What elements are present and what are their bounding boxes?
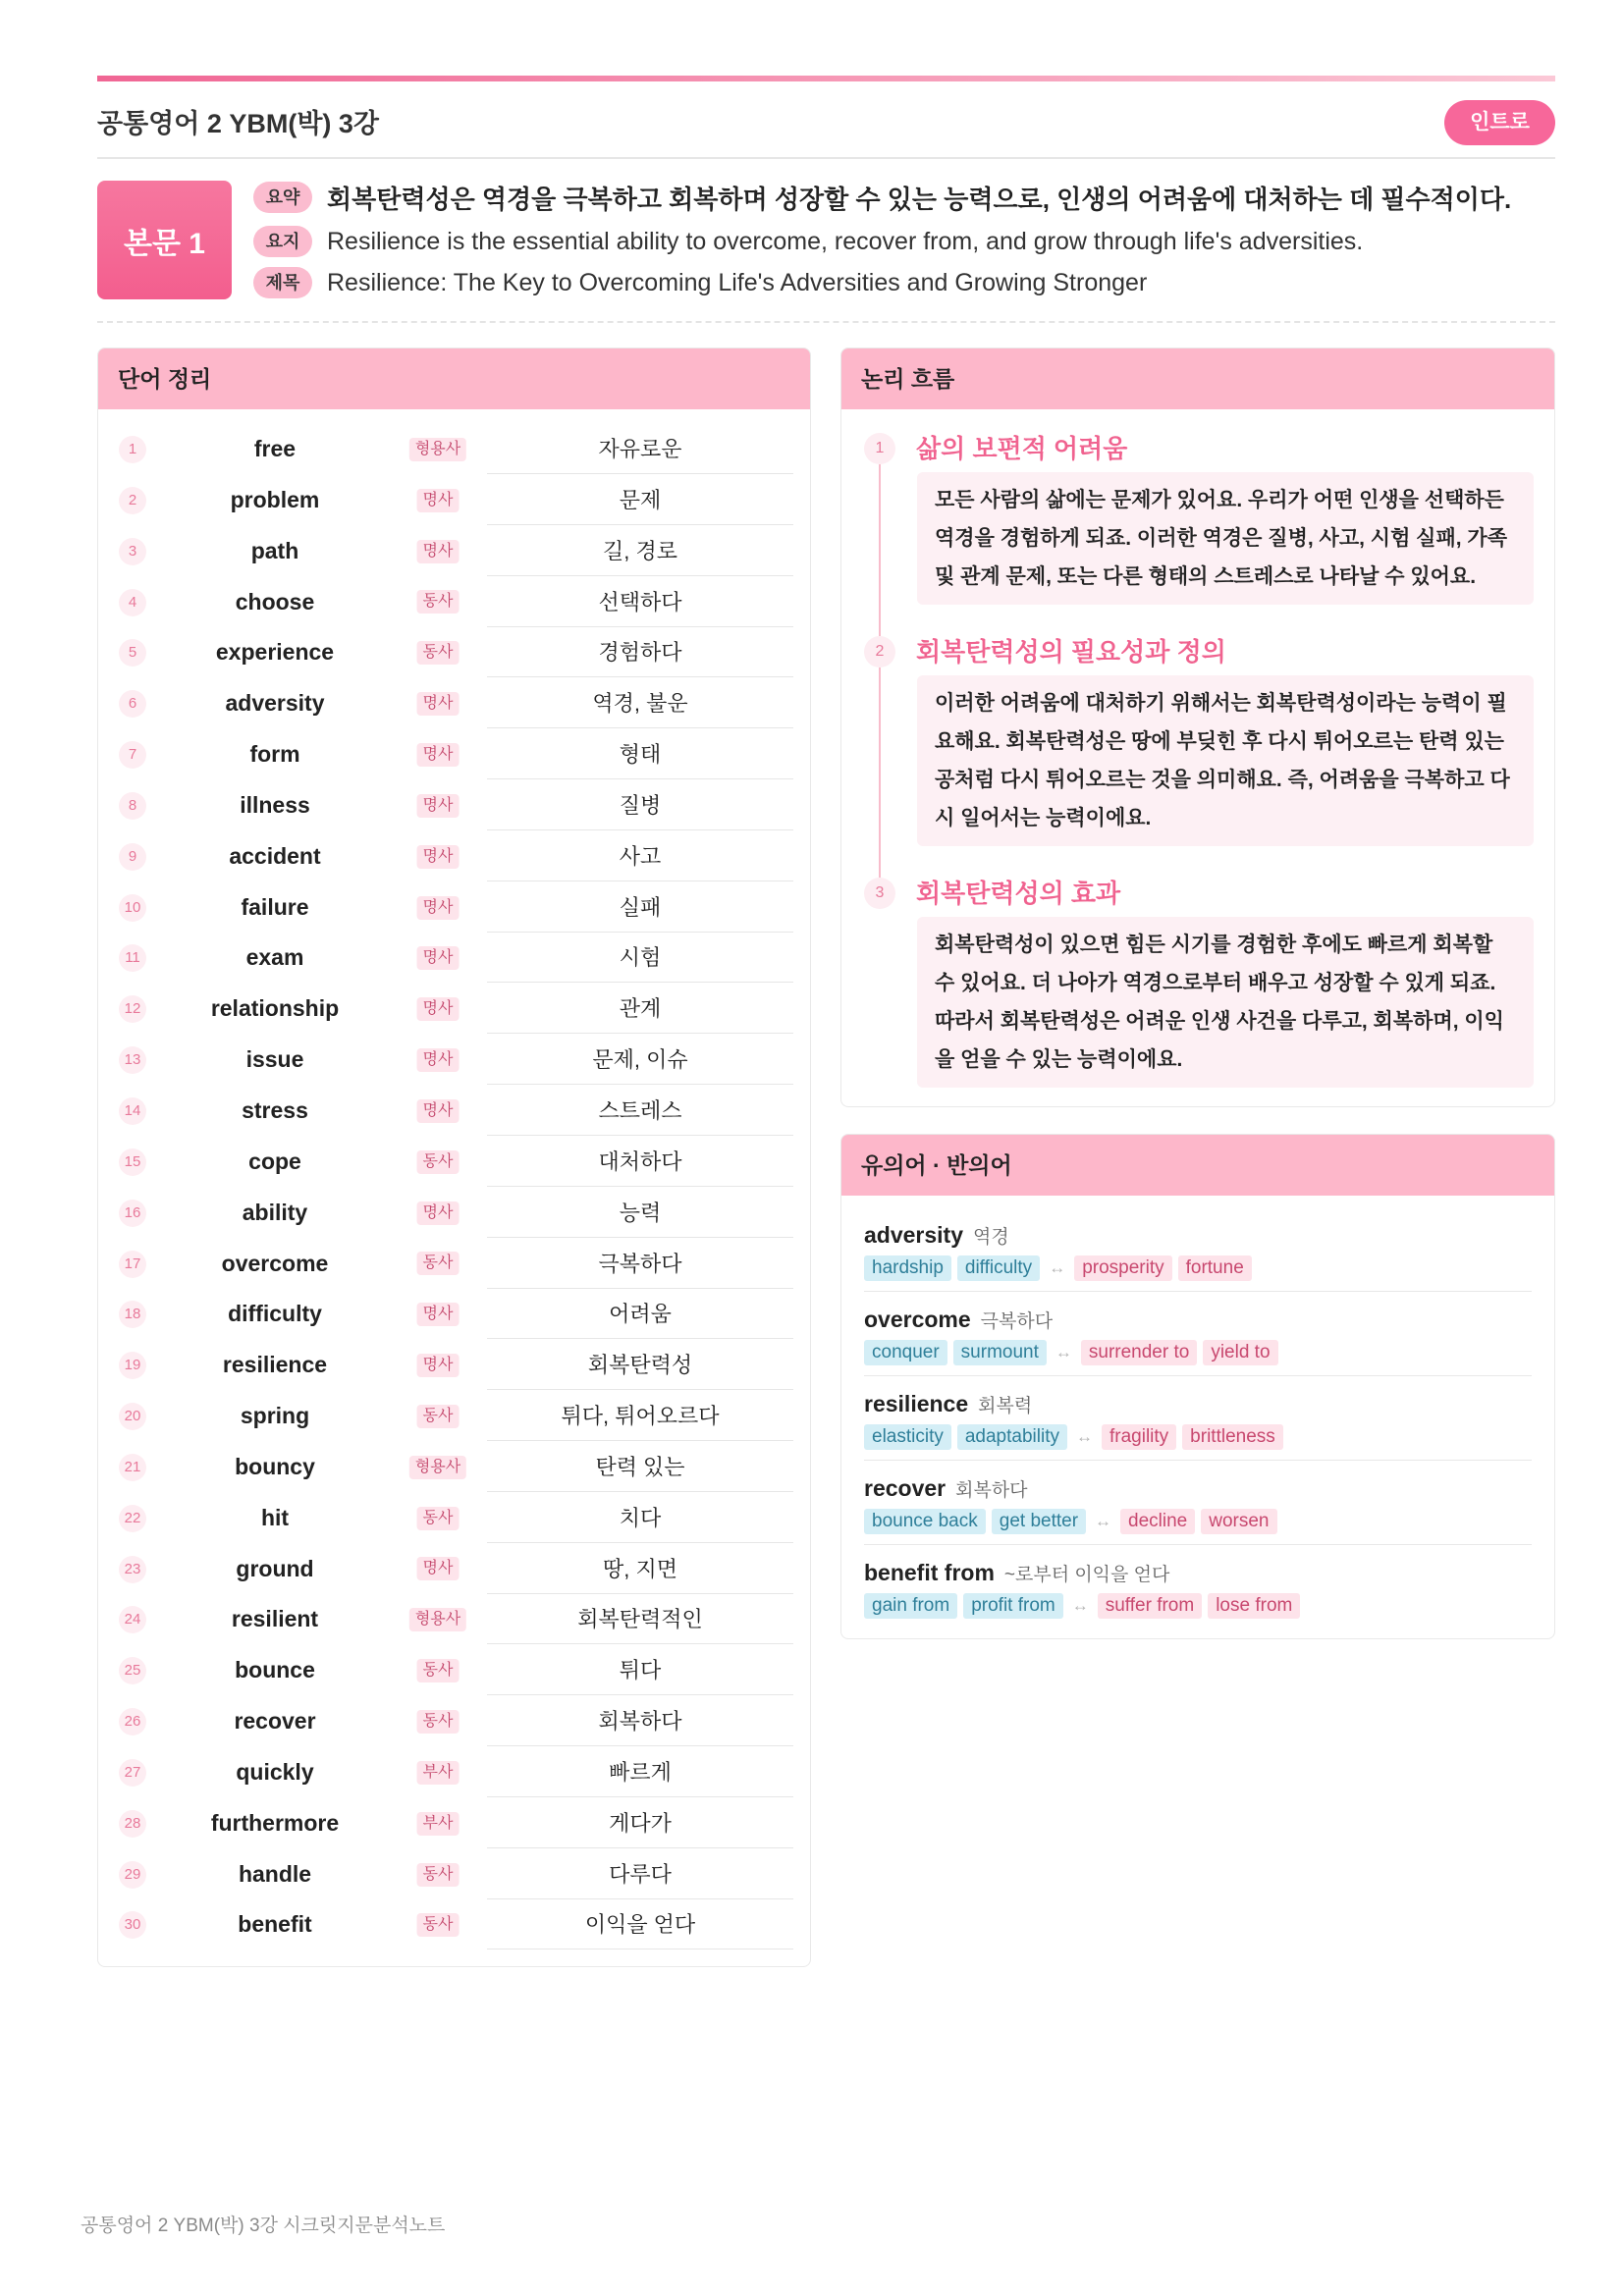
vocab-row [98, 627, 810, 678]
vocab-pos-badge: 동사 [417, 1507, 460, 1530]
vocab-word: exam [245, 944, 304, 971]
vocab-word: difficulty [228, 1301, 322, 1327]
opposite-arrow-icon: ↔ [1075, 1427, 1093, 1446]
vocab-number: 12 [119, 995, 146, 1023]
vocab-row [98, 1239, 810, 1290]
flow-step [841, 878, 1554, 1088]
flow-step-body: 회복탄력성이 있으면 힘든 시기를 경험한 후에도 빠르게 회복할 수 있어요. 더 나아가 역경으로부터 배우고 성장할 수 있게 되죠. 따라서 회복탄력성은 어려운 인생 사건을 다루고, 회복하며, 이익을 얻을 수 있는 능력이에요. [917, 917, 1534, 1088]
vocab-pos-badge: 동사 [417, 1659, 460, 1682]
vocab-row [98, 1086, 810, 1137]
synonym-antonym-title: 유의어 · 반의어 [841, 1135, 1554, 1196]
vocab-word: adversity [225, 690, 325, 717]
vocab-row [98, 933, 810, 984]
synonym-chip-row [864, 1339, 1532, 1366]
vocab-number: 16 [119, 1200, 146, 1227]
vocab-number: 10 [119, 894, 146, 922]
vocab-meaning: 길, 경로 [487, 526, 793, 576]
vocab-meaning: 경험하다 [487, 627, 793, 677]
vocab-word: bouncy [235, 1453, 315, 1479]
vocab-number: 21 [119, 1454, 146, 1481]
vocab-word: hit [260, 1504, 290, 1530]
main-idea-row [253, 226, 1555, 257]
vocab-word: spring [240, 1403, 310, 1429]
vocab-row [98, 1289, 810, 1340]
summary-row [253, 182, 1555, 213]
synonym-chip-row [864, 1423, 1532, 1451]
vocab-pos-badge: 부사 [417, 1761, 460, 1785]
vocab-word: problem [230, 486, 320, 512]
vocab-number: 24 [119, 1606, 146, 1633]
vocab-pos-badge: 형용사 [409, 438, 466, 461]
vocab-word: benefit [238, 1911, 312, 1938]
vocab-number: 20 [119, 1403, 146, 1430]
vocab-pos-badge: 동사 [417, 1913, 460, 1937]
vocab-row [98, 1442, 810, 1493]
vocab-meaning: 시험 [487, 933, 793, 983]
flow-step-number: 3 [864, 878, 895, 909]
header-accent-bar [97, 76, 1555, 81]
vocab-number: 6 [119, 690, 146, 718]
synonym-entry [864, 1557, 1532, 1629]
vocab-panel [97, 347, 811, 1967]
main-idea-text: Resilience is the essential ability to overcome, recover from, and grow through life's adversities. [327, 227, 1364, 255]
vocab-number: 5 [119, 639, 146, 667]
synonym-headword-meaning: 회복하다 [955, 1480, 1028, 1501]
synonym-antonym-list [841, 1196, 1554, 1638]
vocab-number: 19 [119, 1352, 146, 1379]
vocab-pos-badge: 명사 [417, 743, 460, 767]
vocab-word: resilience [222, 1352, 328, 1378]
vocab-word: relationship [210, 995, 340, 1022]
vocab-meaning: 형태 [487, 729, 793, 779]
vocab-row [98, 831, 810, 882]
passage-badge: 본문 1 [97, 181, 232, 299]
antonym-chip: yield to [1203, 1340, 1277, 1365]
vocab-word: issue [245, 1046, 304, 1073]
vocab-pos-badge: 명사 [417, 997, 460, 1021]
vocab-word: accident [229, 842, 321, 869]
vocab-row [98, 1391, 810, 1442]
vocab-word: free [253, 436, 297, 461]
synonym-headword: resilience [864, 1391, 969, 1416]
logic-flow-title: 논리 흐름 [841, 348, 1554, 409]
vocab-word: resilient [231, 1606, 319, 1632]
vocab-meaning: 다루다 [487, 1849, 793, 1899]
vocab-word: experience [215, 639, 335, 666]
vocab-meaning: 문제, 이슈 [487, 1035, 793, 1085]
vocab-row [98, 424, 810, 475]
vocab-number: 4 [119, 589, 146, 616]
opposite-arrow-icon: ↔ [1095, 1512, 1112, 1530]
vocab-meaning: 튀다, 튀어오르다 [487, 1391, 793, 1441]
opposite-arrow-icon: ↔ [1055, 1343, 1072, 1362]
vocab-number: 8 [119, 792, 146, 820]
antonym-chip: fragility [1102, 1424, 1176, 1450]
logic-flow-steps [841, 409, 1554, 1105]
vocab-row [98, 1544, 810, 1595]
vocab-row [98, 1798, 810, 1849]
synonym-chip: hardship [864, 1255, 951, 1281]
synonym-chip-row [864, 1592, 1532, 1620]
page-footer: 공통영어 2 YBM(박) 3강 시크릿지문분석노트 [81, 2216, 446, 2236]
vocab-meaning: 튀다 [487, 1645, 793, 1695]
vocab-word: choose [235, 588, 315, 614]
vocab-number: 15 [119, 1148, 146, 1176]
vocab-pos-badge: 명사 [417, 1099, 460, 1123]
synonym-chip-row [864, 1255, 1532, 1282]
vocab-row [98, 780, 810, 831]
synonym-chip: difficulty [957, 1255, 1040, 1281]
vocab-meaning: 스트레스 [487, 1086, 793, 1136]
vocab-meaning: 빠르게 [487, 1747, 793, 1797]
intro-button[interactable]: 인트로 [1444, 100, 1555, 145]
vocab-word: cope [248, 1148, 301, 1174]
vocab-word: quickly [236, 1758, 314, 1785]
vocab-meaning: 대처하다 [487, 1137, 793, 1187]
synonym-entry [864, 1219, 1532, 1292]
synonym-chip: get better [992, 1509, 1086, 1534]
vocab-number: 23 [119, 1556, 146, 1583]
antonym-chip: lose from [1208, 1593, 1300, 1619]
synonym-chip-row [864, 1508, 1532, 1535]
antonym-chip: worsen [1201, 1509, 1276, 1534]
synonym-chip: profit from [963, 1593, 1063, 1619]
synonym-chip: adaptability [957, 1424, 1067, 1450]
vocab-number: 1 [119, 436, 146, 463]
synonym-entry-head [864, 1472, 1532, 1504]
vocab-pos-badge: 명사 [417, 794, 460, 818]
vocab-number: 28 [119, 1810, 146, 1838]
vocab-word: stress [242, 1096, 308, 1123]
vocab-word: overcome [221, 1250, 329, 1276]
vocab-number: 17 [119, 1251, 146, 1278]
vocab-word: ability [242, 1199, 308, 1225]
vocab-meaning: 탄력 있는 [487, 1442, 793, 1492]
vocab-word: recover [234, 1708, 316, 1735]
antonym-chip: prosperity [1074, 1255, 1171, 1281]
vocab-row [98, 526, 810, 577]
vocab-pos-badge: 부사 [417, 1812, 460, 1836]
flow-step-heading: 회복탄력성의 효과 [916, 879, 1121, 908]
vocab-meaning: 역경, 불운 [487, 678, 793, 728]
vocab-word: failure [241, 893, 309, 920]
synonym-headword-meaning: 극복하다 [980, 1311, 1054, 1332]
antonym-chip: suffer from [1098, 1593, 1202, 1619]
vocab-number: 13 [119, 1046, 146, 1074]
synonym-headword: recover [864, 1475, 947, 1501]
synonym-headword: benefit from [864, 1560, 995, 1585]
vocab-meaning: 질병 [487, 780, 793, 830]
opposite-arrow-icon: ↔ [1071, 1596, 1089, 1615]
vocab-row [98, 1696, 810, 1747]
vocab-word: ground [236, 1555, 314, 1581]
vocab-pos-badge: 명사 [417, 946, 460, 970]
flow-step-heading: 삶의 보편적 어려움 [916, 434, 1128, 463]
vocab-meaning: 선택하다 [487, 577, 793, 627]
vocab-number: 11 [119, 944, 146, 972]
vocab-row [98, 1340, 810, 1391]
vocab-meaning: 치다 [487, 1493, 793, 1543]
synonym-chip: bounce back [864, 1509, 986, 1534]
synonym-entry-head [864, 1388, 1532, 1419]
vocab-meaning: 회복탄력성 [487, 1340, 793, 1390]
vocab-row [98, 729, 810, 780]
vocab-row [98, 678, 810, 729]
vocab-pos-badge: 동사 [417, 1252, 460, 1275]
vocab-pos-badge: 명사 [417, 540, 460, 563]
vocab-number: 26 [119, 1708, 146, 1735]
section-divider [97, 321, 1555, 323]
vocab-meaning: 실패 [487, 882, 793, 933]
vocab-number: 29 [119, 1861, 146, 1889]
synonym-headword-meaning: 회복력 [978, 1396, 1033, 1416]
vocab-meaning: 극복하다 [487, 1239, 793, 1289]
flow-step [841, 433, 1554, 605]
vocab-row [98, 1747, 810, 1798]
vocab-pos-badge: 명사 [417, 489, 460, 512]
vocab-word: illness [240, 791, 310, 818]
vocab-word: bounce [235, 1657, 315, 1683]
vocab-meaning: 관계 [487, 984, 793, 1034]
synonym-entry-head [864, 1557, 1532, 1588]
synonym-antonym-panel [840, 1134, 1555, 1639]
vocab-meaning: 문제 [487, 475, 793, 525]
synonym-chip: elasticity [864, 1424, 951, 1450]
synonym-chip: conquer [864, 1340, 947, 1365]
synonym-chip: gain from [864, 1593, 957, 1619]
vocab-pos-badge: 동사 [417, 1405, 460, 1428]
flow-step-heading: 회복탄력성의 필요성과 정의 [916, 637, 1226, 667]
synonym-chip: surmount [953, 1340, 1047, 1365]
vocab-row [98, 1899, 810, 1950]
antonym-chip: surrender to [1081, 1340, 1197, 1365]
vocab-number: 27 [119, 1759, 146, 1787]
summary-label: 요약 [253, 182, 312, 213]
vocab-number: 7 [119, 741, 146, 769]
vocab-number: 14 [119, 1097, 146, 1125]
vocab-pos-badge: 명사 [417, 1354, 460, 1377]
vocab-row [98, 1594, 810, 1645]
vocab-meaning: 자유로운 [487, 424, 793, 474]
vocab-meaning: 이익을 얻다 [487, 1899, 793, 1949]
synonym-entry [864, 1388, 1532, 1461]
synonym-entry-head [864, 1219, 1532, 1251]
header-divider [97, 157, 1555, 159]
vocab-pos-badge: 명사 [417, 896, 460, 920]
vocab-meaning: 게다가 [487, 1798, 793, 1848]
antonym-chip: fortune [1178, 1255, 1252, 1281]
vocab-list [98, 409, 810, 1950]
synonym-entry [864, 1472, 1532, 1545]
vocab-pos-badge: 동사 [417, 1863, 460, 1887]
vocab-row [98, 1849, 810, 1900]
vocab-row [98, 1188, 810, 1239]
vocab-number: 22 [119, 1505, 146, 1532]
vocab-pos-badge: 형용사 [409, 1608, 466, 1631]
vocab-row [98, 1645, 810, 1696]
vocab-pos-badge: 동사 [417, 1150, 460, 1174]
synonym-headword-meaning: ~로부터 이익을 얻다 [1003, 1565, 1170, 1585]
vocab-pos-badge: 명사 [417, 1303, 460, 1326]
title-text: Resilience: The Key to Overcoming Life's Adversities and Growing Stronger [327, 268, 1148, 296]
vocab-word: furthermore [210, 1809, 340, 1836]
synonym-headword: overcome [864, 1307, 971, 1332]
flow-step-body: 이러한 어려움에 대처하기 위해서는 회복탄력성이라는 능력이 필요해요. 회복탄력성은 땅에 부딪힌 후 다시 튀어오르는 탄력 있는 공처럼 다시 튀어오르는 것을 의미해요. 즉, 어려움을 극복하고 다시 일어서는 능력이에요. [917, 675, 1534, 846]
vocab-word: handle [238, 1860, 312, 1887]
vocab-row [98, 1035, 810, 1086]
synonym-entry-head [864, 1304, 1532, 1335]
synonym-headword: adversity [864, 1222, 964, 1248]
summary-text: 회복탄력성은 역경을 극복하고 회복하며 성장할 수 있는 능력으로, 인생의 어려움에 대처하는 데 필수적이다. [327, 184, 1512, 213]
flow-connector-line [879, 464, 881, 636]
vocab-panel-title: 단어 정리 [98, 348, 810, 409]
title-row [253, 267, 1555, 298]
page-title: 공통영어 2 YBM(박) 3강 [97, 109, 380, 138]
vocab-number: 30 [119, 1911, 146, 1939]
title-label: 제목 [253, 267, 312, 298]
vocab-pos-badge: 동사 [417, 641, 460, 665]
vocab-number: 2 [119, 487, 146, 514]
vocab-meaning: 회복탄력적인 [487, 1594, 793, 1644]
vocab-row [98, 1137, 810, 1188]
vocab-number: 25 [119, 1657, 146, 1684]
antonym-chip: brittleness [1182, 1424, 1283, 1450]
vocab-pos-badge: 명사 [417, 1048, 460, 1072]
vocab-row [98, 984, 810, 1035]
vocab-pos-badge: 형용사 [409, 1456, 466, 1479]
vocab-number: 3 [119, 538, 146, 565]
flow-step-number: 2 [864, 636, 895, 667]
vocab-pos-badge: 명사 [417, 692, 460, 716]
vocab-pos-badge: 동사 [417, 590, 460, 614]
opposite-arrow-icon: ↔ [1049, 1258, 1066, 1277]
vocab-row [98, 475, 810, 526]
vocab-word: path [250, 537, 299, 563]
vocab-meaning: 어려움 [487, 1289, 793, 1339]
synonym-entry [864, 1304, 1532, 1376]
flow-step-body: 모든 사람의 삶에는 문제가 있어요. 우리가 어떤 인생을 선택하든 역경을 경험하게 되죠. 이러한 역경은 질병, 사고, 시험 실패, 가족 및 관계 문제, 또는 다른 형태의 스트레스로 나타날 수 있어요. [917, 472, 1534, 605]
right-column [840, 347, 1555, 1639]
vocab-row [98, 577, 810, 628]
vocab-number: 18 [119, 1301, 146, 1328]
vocab-row [98, 882, 810, 934]
vocab-meaning: 땅, 지면 [487, 1544, 793, 1594]
logic-flow-panel [840, 347, 1555, 1107]
vocab-word: form [249, 741, 300, 768]
vocab-pos-badge: 동사 [417, 1710, 460, 1734]
vocab-pos-badge: 명사 [417, 1557, 460, 1580]
vocab-row [98, 1493, 810, 1544]
flow-step [841, 636, 1554, 846]
vocab-pos-badge: 명사 [417, 845, 460, 869]
synonym-headword-meaning: 역경 [973, 1227, 1009, 1248]
main-idea-label: 요지 [253, 226, 312, 257]
flow-step-number: 1 [864, 433, 895, 464]
vocab-pos-badge: 명사 [417, 1201, 460, 1225]
flow-connector-line [879, 667, 881, 878]
vocab-number: 9 [119, 843, 146, 871]
antonym-chip: decline [1120, 1509, 1195, 1534]
vocab-meaning: 사고 [487, 831, 793, 881]
vocab-meaning: 회복하다 [487, 1696, 793, 1746]
vocab-meaning: 능력 [487, 1188, 793, 1238]
